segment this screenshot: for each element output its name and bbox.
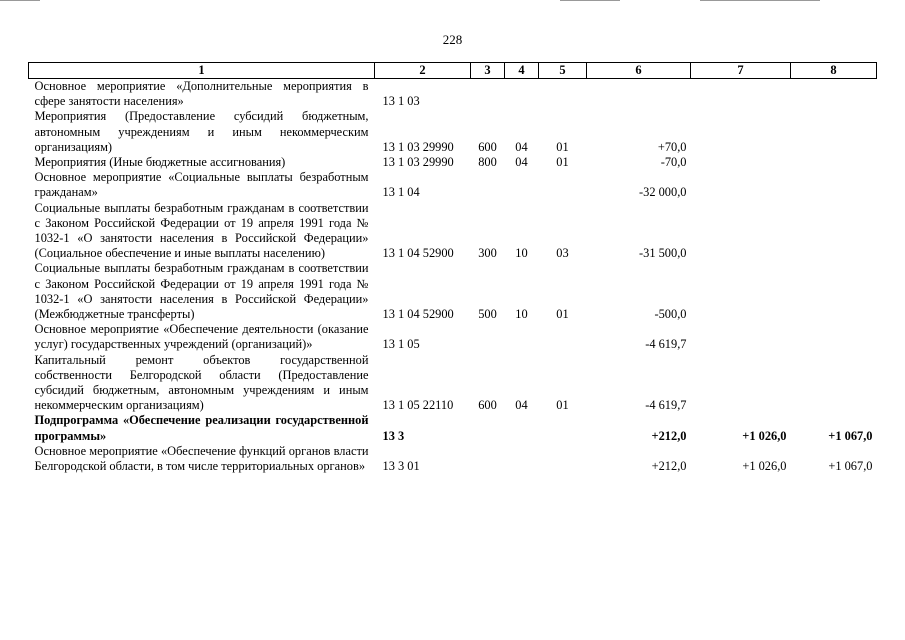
row-col8	[791, 201, 877, 262]
row-col5: 01	[556, 398, 569, 413]
column-header-1: 1	[29, 63, 375, 79]
table-row-subprogram	[29, 413, 877, 443]
row-code: 13 1 04	[382, 185, 420, 200]
row-name: Социальные выплаты безработным гражданам в соответствии с Законом Российской Федерации от 19 апреля 1991 года № 1032-1 «О занятости населения в Российской Федерации» (Социальное обеспечение и иные выплаты населению)	[34, 200, 369, 261]
row-col4	[505, 444, 539, 474]
row-col4: 04	[515, 155, 528, 170]
row-name: Подпрограмма «Обеспечение реализации государственной программы»	[34, 413, 369, 443]
row-col7	[691, 261, 791, 322]
row-col4: 04	[515, 398, 528, 413]
row-code: 13 1 03 29990	[382, 155, 454, 170]
table-row	[29, 201, 877, 262]
row-col6: -500,0	[654, 307, 687, 322]
row-col4: 10	[515, 246, 528, 261]
row-code: 13 3	[382, 428, 405, 443]
row-col4	[505, 79, 539, 110]
row-col5	[539, 322, 587, 352]
row-col7	[691, 353, 791, 414]
row-col3	[471, 170, 505, 200]
row-col5: 03	[556, 246, 569, 261]
row-col7	[691, 79, 791, 110]
row-col6: -32 000,0	[639, 185, 687, 200]
row-col4	[505, 322, 539, 352]
column-header-2: 2	[375, 63, 471, 79]
row-col5	[539, 170, 587, 200]
row-name: Основное мероприятие «Обеспечение функций органов власти Белгородской области, в том числе территориальных органов»	[34, 443, 369, 474]
row-code: 13 3 01	[382, 459, 420, 474]
row-col3: 500	[478, 307, 497, 322]
row-name: Социальные выплаты безработным гражданам в соответствии с Законом Российской Федерации от 19 апреля 1991 года № 1032-1 «О занятости населения в Российской Федерации» (Межбюджетные трансферты)	[34, 261, 369, 322]
table-header	[29, 63, 877, 79]
row-col8	[791, 79, 877, 110]
row-col3: 800	[478, 155, 497, 170]
row-col3: 600	[478, 398, 497, 413]
row-col5	[539, 444, 587, 474]
row-col7	[691, 109, 791, 155]
row-name: Мероприятия (Предоставление субсидий бюджетным, автономным учреждениям и иным некоммерческим организациям)	[34, 109, 369, 154]
row-name: Основное мероприятие «Социальные выплаты безработным гражданам»	[34, 170, 369, 200]
row-col5: 01	[556, 307, 569, 322]
row-name: Основное мероприятие «Обеспечение деятельности (оказание услуг) государственных учреждений (организаций)»	[34, 322, 369, 352]
row-col7: +1 026,0	[742, 428, 787, 443]
row-col6: -31 500,0	[639, 246, 687, 261]
row-col7	[691, 170, 791, 200]
row-col8	[791, 109, 877, 155]
row-col4: 04	[515, 139, 528, 154]
scan-edge-mark	[700, 0, 820, 1]
column-header-5: 5	[539, 63, 587, 79]
table-body	[29, 79, 877, 475]
table-row	[29, 109, 877, 155]
page-number: 228	[442, 32, 463, 47]
row-code: 13 1 04 52900	[382, 307, 454, 322]
scan-edge-mark	[0, 0, 40, 1]
row-col6: +70,0	[657, 139, 687, 154]
row-code: 13 1 05	[382, 337, 420, 352]
row-col6	[587, 79, 691, 110]
row-col6: -4 619,7	[645, 398, 687, 413]
row-col6: +212,0	[651, 459, 687, 474]
row-col6: -4 619,7	[645, 337, 687, 352]
row-col8	[791, 155, 877, 170]
row-col7	[691, 322, 791, 352]
row-col5: 01	[556, 155, 569, 170]
row-col5	[539, 413, 587, 443]
row-col4	[505, 413, 539, 443]
row-col3	[471, 444, 505, 474]
row-col8	[791, 322, 877, 352]
row-name: Капитальный ремонт объектов государственной собственности Белгородской области (Предоставление субсидий бюджетным, автономным учреждениям и иным некоммерческим организациям)	[34, 352, 369, 413]
row-col3	[471, 413, 505, 443]
column-header-3: 3	[471, 63, 505, 79]
row-col6: +212,0	[651, 428, 687, 443]
table-row	[29, 353, 877, 414]
row-col8: +1 067,0	[828, 428, 873, 443]
row-name: Основное мероприятие «Дополнительные мероприятия в сфере занятости населения»	[34, 79, 369, 109]
row-col3	[471, 322, 505, 352]
table-row	[29, 444, 877, 474]
row-col3: 300	[478, 246, 497, 261]
row-col8: +1 067,0	[828, 459, 873, 474]
budget-table	[28, 62, 877, 474]
row-col6: -70,0	[660, 155, 687, 170]
table-row	[29, 79, 877, 110]
row-code: 13 1 04 52900	[382, 246, 454, 261]
row-col8	[791, 353, 877, 414]
row-col7: +1 026,0	[742, 459, 787, 474]
row-col3	[471, 79, 505, 110]
row-col3: 600	[478, 139, 497, 154]
table-row	[29, 170, 877, 200]
row-code: 13 1 05 22110	[382, 398, 454, 413]
scan-edge-mark	[560, 0, 620, 1]
header-row	[29, 63, 877, 79]
column-header-4: 4	[505, 63, 539, 79]
column-header-6: 6	[587, 63, 691, 79]
table-row	[29, 261, 877, 322]
table-row	[29, 155, 877, 170]
row-col5: 01	[556, 139, 569, 154]
row-col8	[791, 170, 877, 200]
column-header-8: 8	[791, 63, 877, 79]
row-col8	[791, 261, 877, 322]
column-header-7: 7	[691, 63, 791, 79]
row-col7	[691, 155, 791, 170]
row-col7	[691, 201, 791, 262]
table-row	[29, 322, 877, 352]
row-name: Мероприятия (Иные бюджетные ассигнования)	[34, 155, 286, 170]
row-code: 13 1 03	[382, 94, 420, 109]
row-col5	[539, 79, 587, 110]
row-col4	[505, 170, 539, 200]
row-col4: 10	[515, 307, 528, 322]
row-code: 13 1 03 29990	[382, 139, 454, 154]
